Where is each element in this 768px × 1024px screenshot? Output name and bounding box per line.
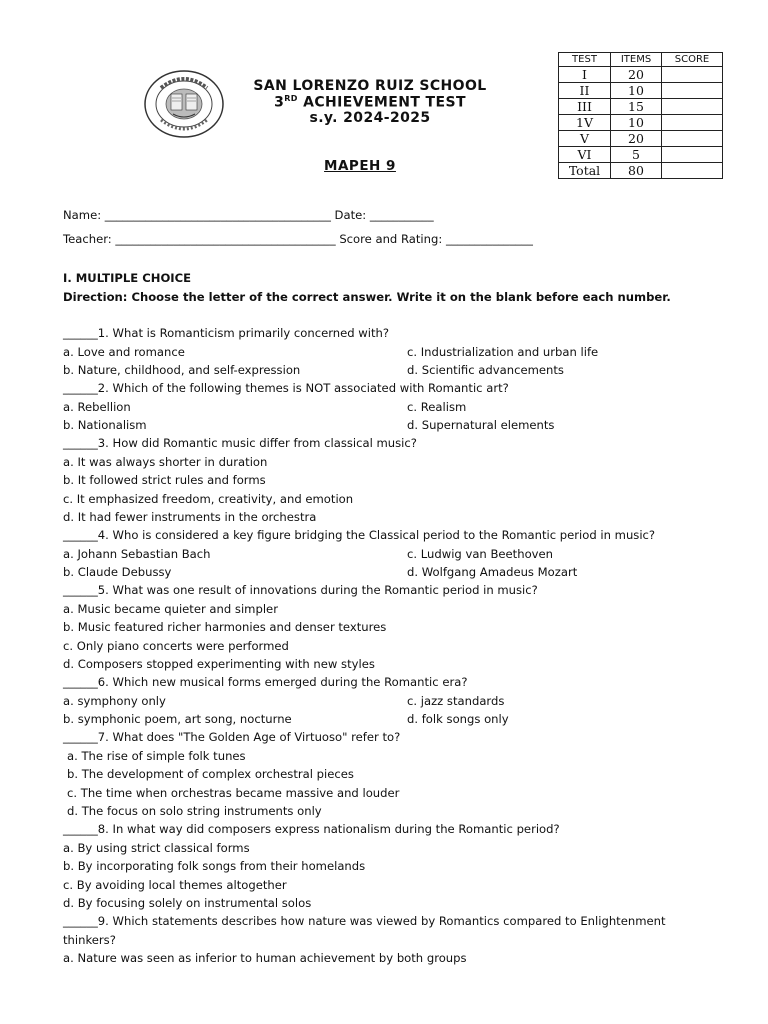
choice-a: a. Love and romance bbox=[63, 345, 185, 359]
choice-b: b. Nationalism bbox=[63, 418, 147, 432]
test-cell: I bbox=[559, 67, 611, 83]
choice-a: a. Music became quieter and simpler bbox=[63, 602, 278, 616]
score-cell[interactable] bbox=[662, 163, 723, 179]
school-name: SAN LORENZO RUIZ SCHOOL bbox=[253, 78, 487, 94]
score-cell[interactable] bbox=[662, 83, 723, 99]
choice-b: b. Claude Debussy bbox=[63, 565, 172, 579]
choice-b: b. symphonic poem, art song, nocturne bbox=[63, 712, 292, 726]
school-seal-logo bbox=[143, 68, 225, 138]
question-9[interactable]: ______9. Which statements describes how nature was viewed by Romantics compared to Enlightenment bbox=[63, 914, 666, 928]
choice-c: c. The time when orchestras became massive and louder bbox=[67, 786, 400, 800]
question-6[interactable]: ______6. Which new musical forms emerged during the Romantic era? bbox=[63, 675, 468, 689]
choice-b: b. By incorporating folk songs from their homelands bbox=[63, 859, 366, 873]
name-date-line[interactable]: Name: _______________________________________ Date: ___________ bbox=[63, 208, 434, 222]
choice-c: c. jazz standards bbox=[407, 694, 505, 708]
items-cell: 10 bbox=[611, 83, 662, 99]
teacher-score-line[interactable]: Teacher: ______________________________________ Score and Rating: _______________ bbox=[63, 232, 533, 246]
question-7[interactable]: ______7. What does "The Golden Age of Virtuoso" refer to? bbox=[63, 730, 401, 744]
test-cell: 1V bbox=[559, 115, 611, 131]
header-test: TEST bbox=[559, 53, 611, 67]
section-title: I. MULTIPLE CHOICE bbox=[63, 271, 192, 285]
question-1[interactable]: ______1. What is Romanticism primarily concerned with? bbox=[63, 326, 390, 340]
items-cell: 20 bbox=[611, 131, 662, 147]
choice-a: a. By using strict classical forms bbox=[63, 841, 250, 855]
question-4[interactable]: ______4. Who is considered a key figure bridging the Classical period to the Romantic period in music? bbox=[63, 528, 656, 542]
score-row bbox=[559, 115, 723, 131]
subject-title: MAPEH 9 bbox=[324, 158, 396, 174]
choice-d: d. folk songs only bbox=[407, 712, 509, 726]
choice-b: b. Nature, childhood, and self-expression bbox=[63, 363, 301, 377]
score-cell[interactable] bbox=[662, 131, 723, 147]
choice-b: b. It followed strict rules and forms bbox=[63, 473, 266, 487]
score-row-total bbox=[559, 163, 723, 179]
score-cell[interactable] bbox=[662, 67, 723, 83]
school-year: s.y. 2024-2025 bbox=[309, 110, 431, 126]
test-cell: Total bbox=[559, 163, 611, 179]
question-9-continued: thinkers? bbox=[63, 933, 116, 947]
choice-c: c. Industrialization and urban life bbox=[407, 345, 599, 359]
choice-a: a. symphony only bbox=[63, 694, 166, 708]
score-row bbox=[559, 147, 723, 163]
test-cell: II bbox=[559, 83, 611, 99]
items-cell: 20 bbox=[611, 67, 662, 83]
question-8[interactable]: ______8. In what way did composers express nationalism during the Romantic period? bbox=[63, 822, 560, 836]
score-row bbox=[559, 83, 723, 99]
choice-a: a. Nature was seen as inferior to human achievement by both groups bbox=[63, 951, 467, 965]
choice-d: d. Scientific advancements bbox=[407, 363, 564, 377]
choice-c: c. By avoiding local themes altogether bbox=[63, 878, 287, 892]
score-row bbox=[559, 67, 723, 83]
test-title-text: ACHIEVEMENT TEST bbox=[297, 94, 466, 111]
choice-d: d. Supernatural elements bbox=[407, 418, 555, 432]
choice-a: a. Rebellion bbox=[63, 400, 131, 414]
choice-c: c. Ludwig van Beethoven bbox=[407, 547, 554, 561]
items-cell: 5 bbox=[611, 147, 662, 163]
score-row bbox=[559, 131, 723, 147]
score-table-header bbox=[559, 53, 723, 67]
choice-d: d. Composers stopped experimenting with new styles bbox=[63, 657, 375, 671]
question-2[interactable]: ______2. Which of the following themes is NOT associated with Romantic art? bbox=[63, 381, 509, 395]
score-cell[interactable] bbox=[662, 147, 723, 163]
choice-d: d. The focus on solo string instruments only bbox=[67, 804, 322, 818]
choice-a: a. Johann Sebastian Bach bbox=[63, 547, 211, 561]
score-table bbox=[558, 52, 723, 179]
test-cell: III bbox=[559, 99, 611, 115]
choice-d: d. Wolfgang Amadeus Mozart bbox=[407, 565, 578, 579]
test-ordinal-suffix: RD bbox=[284, 94, 298, 103]
score-cell[interactable] bbox=[662, 99, 723, 115]
test-title bbox=[240, 94, 500, 111]
score-cell[interactable] bbox=[662, 115, 723, 131]
choice-a: a. It was always shorter in duration bbox=[63, 455, 268, 469]
choice-d: d. By focusing solely on instrumental solos bbox=[63, 896, 312, 910]
score-row bbox=[559, 99, 723, 115]
items-cell: 10 bbox=[611, 115, 662, 131]
question-5[interactable]: ______5. What was one result of innovations during the Romantic period in music? bbox=[63, 583, 538, 597]
choice-a: a. The rise of simple folk tunes bbox=[67, 749, 246, 763]
items-cell: 15 bbox=[611, 99, 662, 115]
choice-b: b. The development of complex orchestral pieces bbox=[67, 767, 354, 781]
test-cell: VI bbox=[559, 147, 611, 163]
header-score: SCORE bbox=[662, 53, 723, 67]
choice-c: c. Realism bbox=[407, 400, 467, 414]
choice-c: c. It emphasized freedom, creativity, and emotion bbox=[63, 492, 354, 506]
choice-c: c. Only piano concerts were performed bbox=[63, 639, 289, 653]
test-ordinal: 3 bbox=[274, 94, 285, 111]
section-direction: Direction: Choose the letter of the correct answer. Write it on the blank before each number. bbox=[63, 290, 671, 304]
header-items: ITEMS bbox=[611, 53, 662, 67]
items-cell: 80 bbox=[611, 163, 662, 179]
test-cell: V bbox=[559, 131, 611, 147]
choice-b: b. Music featured richer harmonies and denser textures bbox=[63, 620, 387, 634]
question-3[interactable]: ______3. How did Romantic music differ from classical music? bbox=[63, 436, 417, 450]
choice-d: d. It had fewer instruments in the orchestra bbox=[63, 510, 317, 524]
